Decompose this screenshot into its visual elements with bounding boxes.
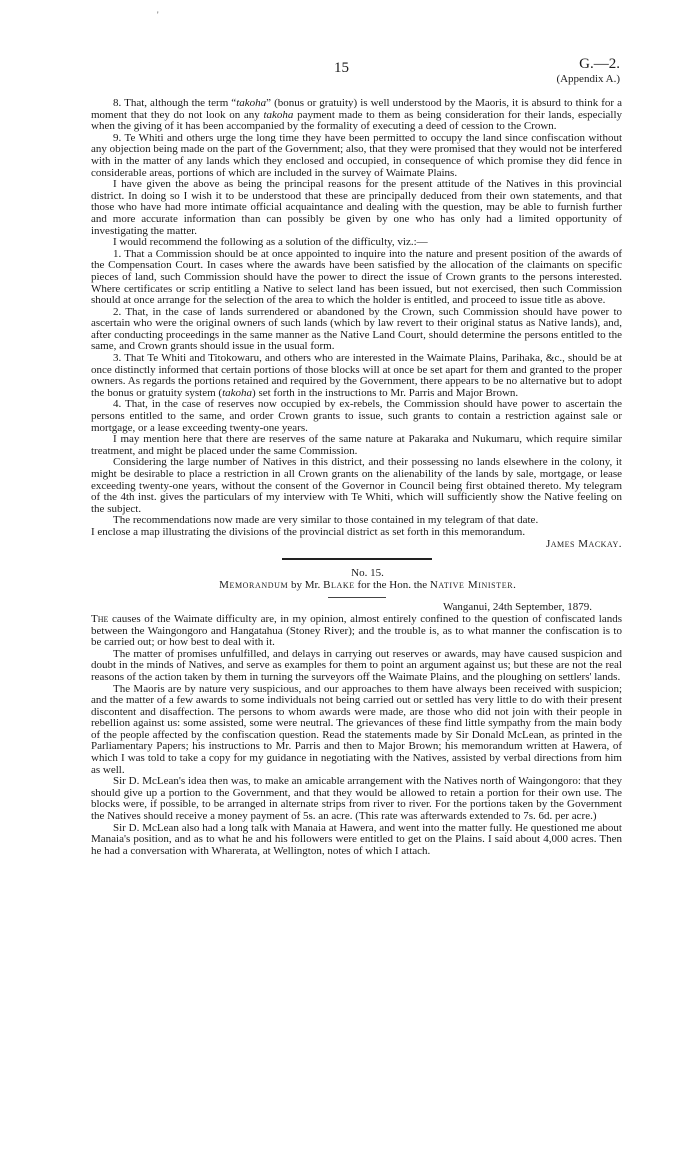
text-span: payment made to them as being consideration for their lands, especially when the giving of it has been accompanied by the formality of executing a deed of cession to the Crown. bbox=[91, 108, 622, 133]
memo-paragraph-3: The Maoris are by nature very suspicious, and our approaches to them have always been received with suspicion; and the matter of a few awards to some individuals not being carried out or settled has very little to do with their present discontent and disaffection. The persons to whom awards were made, are those who did not join with their people in rebellion against us: some assisted, some were neutral. The grievances of these find little sympathy from the main body of the people affected by the confiscation question. Read the statements made by Sir Donald McLean, as printed in the Parliamentary Papers; his instructions to Mr. Parris and then to Major Brown; his memorandum written at Hawera, of which I was told to take a copy for my guidance in negotiating with the Natives, assisted by verbal directions from him as well. bbox=[91, 682, 622, 776]
paragraph-enclose: I enclose a map illustrating the divisions of the provincial district as set forth in this memorandum. bbox=[91, 525, 526, 538]
title-word: for the Hon. the bbox=[354, 578, 430, 591]
paragraph-reasons: I have given the above as being the principal reasons for the present attitude of the Natives in this provincial district. In doing so I wish it to be understood that these are principally deduced from their own statements, and that those who have had more intimate official acquaintance and dealing with the question, may be able to furnish further and more accurate information than can possibly be given by one who has only had a limited opportunity of investigating the matter. bbox=[91, 178, 622, 237]
recommendation-4: 4. That, in the case of reserves now occupied by ex-rebels, the Commission should have power to ascertain the persons entitled to the same, and order Crown grants to issue, such grants to contain a restriction against sale or mortgage, or a lease exceeding twenty-one years. bbox=[91, 398, 622, 434]
title-word: Memorandum bbox=[219, 578, 289, 591]
doc-ref-code: G.—2. bbox=[579, 56, 620, 72]
memo-number: No. 15. bbox=[351, 567, 384, 580]
recommendation-1: 1. That a Commission should be at once appointed to inquire into the nature and present position of the awards of the Compensation Court. In cases where the awards have been satisfied by the allocation of the claimants on specific pieces of land, such Commission should have the power to direct the issue of Crown grants to the persons interested. Where certificates or scrip entitling a Native to select land has been issued, but not exercised, then such Commission should at once arrange for the selection of the area to which the holder is entitled, and proceed to issue title as above. bbox=[91, 247, 622, 307]
margin-mark: ' bbox=[157, 10, 159, 20]
paragraph-recommend: I would recommend the following as a solution of the difficulty, viz.:— bbox=[113, 236, 428, 249]
page-number: 15 bbox=[334, 60, 349, 76]
paragraph-mention: I may mention here that there are reserves of the same nature at Pakaraka and Nukumaru, which require similar treatment, and might be placed under the same Commission. bbox=[91, 433, 622, 457]
paragraph-9: 9. Te Whiti and others urge the long time they have been permitted to occupy the land since confiscation without any objection being made on the part of the Government; also, that they were promised that they would not be interfered with in the matter of any lands which they enclosed and occupied, in consequence of which promise they did fence in considerable areas, portions of which are included in the survey of Waimate Plains. bbox=[91, 131, 622, 179]
signature: James Mackay. bbox=[546, 537, 622, 550]
recommendation-3 bbox=[91, 353, 622, 399]
text-span: ) set forth in the instructions to Mr. Parris and Major Brown. bbox=[252, 386, 519, 399]
text-span: 8. That, although the term “ bbox=[113, 97, 237, 109]
document-reference bbox=[556, 56, 620, 85]
italic-term: takoha bbox=[236, 97, 267, 109]
italic-term: takoha bbox=[222, 386, 253, 399]
lead-word: The bbox=[91, 612, 109, 625]
document-body bbox=[91, 98, 622, 857]
title-word: Blake bbox=[323, 578, 355, 591]
memo-paragraph-2: The matter of promises unfulfilled, and delays in carrying out reserves or awards, may have caused suspicion and doubt in the minds of Natives, and serve as examples for them to point an argument against us; but these are not the real reasons of the action taken by them in turning the surveyors off the Waimate Plains, and the ploughing on settlers' lands. bbox=[91, 647, 622, 683]
memo-paragraph-5: Sir D. McLean also had a long talk with Manaia at Hawera, and went into the matter fully. He questioned me about Manaia's position, and as to what he and his followers were entitled to get on the Plains. I said about 4,000 acres. Then he had a conversation with Wharerata, at Wellington, notes of which I attach. bbox=[91, 821, 622, 857]
memo-paragraph-4: Sir D. McLean's idea then was, to make an amicable arrangement with the Natives north of Waingongoro: that they should give up a portion to the Government, and that they would be allowed to retain a portion for their own use. The blocks were, if possible, to be arranged in alternate strips from river to river. For the portions taken by the Government the Natives should receive a money payment of 5s. an acre. (This rate was afterwards extended to 7s. 6d. per acre.) bbox=[91, 775, 622, 823]
paragraph-considering: Considering the large number of Natives in this district, and their possessing no lands elsewhere in the colony, it might be desirable to place a restriction in all Crown grants on the alienability of the lands by sale, mortgage, or lease exceeding twenty-one years, without the consent of the Governor in Council being first obtained thereto. My telegram of the 4th inst. gives the particulars of my interview with Te Whiti, which will sufficiently show the Native feeling on the subject. bbox=[91, 456, 622, 515]
italic-term: takoha bbox=[263, 108, 294, 121]
appendix-label: (Appendix A.) bbox=[556, 73, 620, 85]
memo-paragraph-1 bbox=[91, 614, 622, 649]
recommendation-2: 2. That, in the case of lands surrendered or abandoned by the Crown, such Commission should have power to ascertain who were the original owners of such lands (which by law revert to their original status as Native lands), and, after conducting proceedings in the same manner as the Native Land Court, should determine the persons entitled to the same, and Crown grants should issue in the usual form. bbox=[91, 305, 622, 353]
text-span: ” (bonus or gratuity) is well understood by the Maoris, it is absurd to think for a moment that they do not look on any bbox=[91, 97, 623, 121]
text-span: 3. That Te Whiti and Titokowaru, and others who are interested in the Waimate Plains, Parihaka, &c., should be at once distinctly informed that certain portions of those blocks will at once be set apart for them and granted to the proper owners. As regards the portions retained and required by the Government, there appears to be no alternative but to adopt the bonus or gratuity system ( bbox=[91, 352, 622, 399]
title-divider bbox=[328, 597, 386, 598]
text-span: causes of the Waimate difficulty are, in my opinion, almost entirely confined to the question of confiscated lands between the Waingongoro and Hangatahua (Stoney River); and the trouble is, as to what manner the confiscation is to be carried out; or how best to deal with it. bbox=[91, 612, 622, 649]
paragraph-recommendations-now: The recommendations now made are very similar to those contained in my telegram of that date. bbox=[113, 514, 539, 527]
memo-dateline: Wanganui, 24th September, 1879. bbox=[443, 601, 592, 614]
section-divider bbox=[282, 558, 432, 560]
memo-title bbox=[91, 580, 622, 592]
title-word: . bbox=[513, 578, 516, 591]
title-word: Native Minister bbox=[429, 578, 514, 591]
title-word: by Mr. bbox=[288, 578, 324, 591]
paragraph-8 bbox=[91, 98, 622, 133]
